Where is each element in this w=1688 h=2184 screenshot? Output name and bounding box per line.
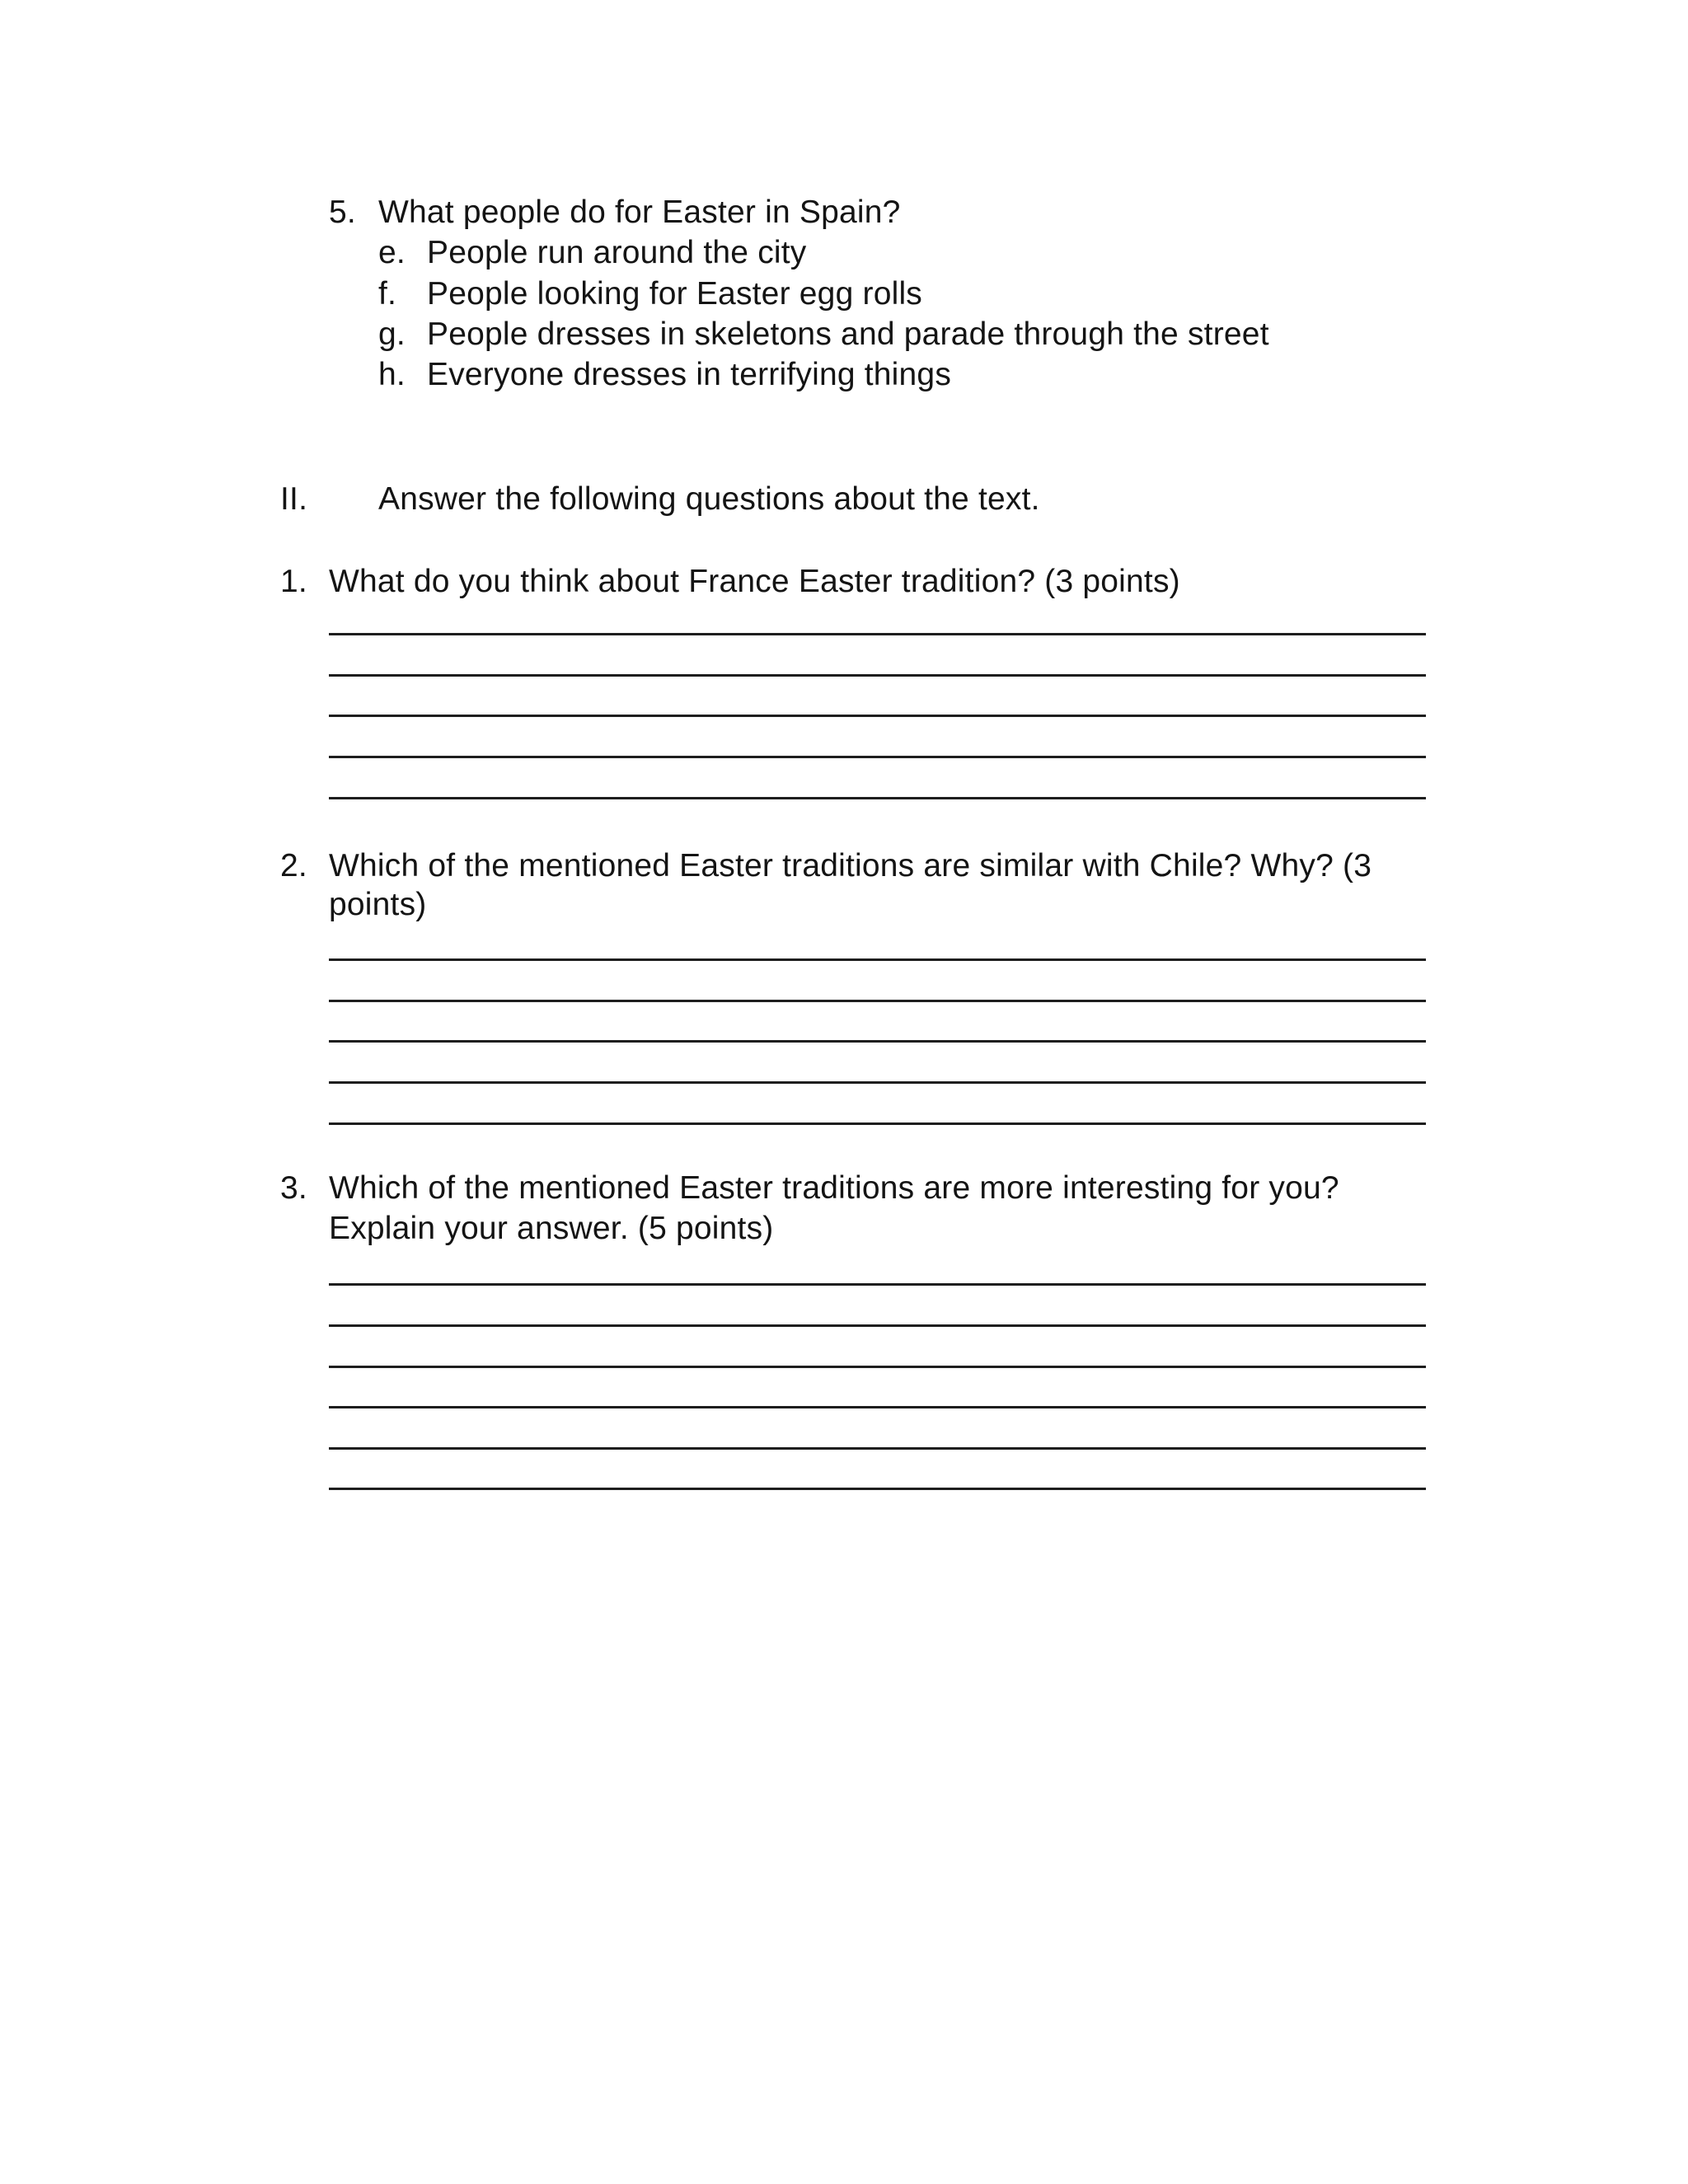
answer-line[interactable]	[329, 756, 1426, 758]
option-f-text: People looking for Easter egg rolls	[427, 276, 923, 312]
answer-line[interactable]	[329, 633, 1426, 635]
section-numeral: II.	[280, 481, 308, 517]
question-1-text: What do you think about France Easter tradition? (3 points)	[329, 564, 1180, 599]
question-1-number: 1.	[280, 564, 307, 599]
option-g-text: People dresses in skeletons and parade through the street	[427, 316, 1269, 352]
answer-line[interactable]	[329, 1366, 1426, 1368]
answer-line[interactable]	[329, 715, 1426, 717]
answer-line[interactable]	[329, 1081, 1426, 1084]
option-g-letter: g.	[378, 316, 406, 352]
answer-line[interactable]	[329, 1040, 1426, 1043]
answer-line[interactable]	[329, 1447, 1426, 1450]
question-2-number: 2.	[280, 848, 307, 883]
question-5-text: What people do for Easter in Spain?	[378, 194, 901, 230]
option-h-text: Everyone dresses in terrifying things	[427, 357, 952, 392]
question-3-text-line2: Explain your answer. (5 points)	[329, 1211, 774, 1246]
section-instruction: Answer the following questions about the text.	[378, 481, 1040, 517]
answer-line[interactable]	[329, 797, 1426, 799]
answer-line[interactable]	[329, 1283, 1426, 1286]
question-2-text-line1: Which of the mentioned Easter traditions are similar with Chile? Why? (3	[329, 848, 1372, 883]
option-e-letter: e.	[378, 235, 406, 270]
answer-line[interactable]	[329, 674, 1426, 677]
answer-line[interactable]	[329, 958, 1426, 961]
option-h-letter: h.	[378, 357, 406, 392]
question-2-text-line2: points)	[329, 887, 427, 922]
answer-line[interactable]	[329, 1488, 1426, 1490]
question-3-text-line1: Which of the mentioned Easter traditions are more interesting for you?	[329, 1170, 1339, 1206]
option-e-text: People run around the city	[427, 235, 807, 270]
answer-line[interactable]	[329, 1406, 1426, 1408]
option-f-letter: f.	[378, 276, 397, 312]
question-3-number: 3.	[280, 1170, 307, 1206]
answer-line[interactable]	[329, 1000, 1426, 1002]
answer-line[interactable]	[329, 1324, 1426, 1327]
question-5-number: 5.	[329, 194, 356, 230]
answer-line[interactable]	[329, 1122, 1426, 1125]
